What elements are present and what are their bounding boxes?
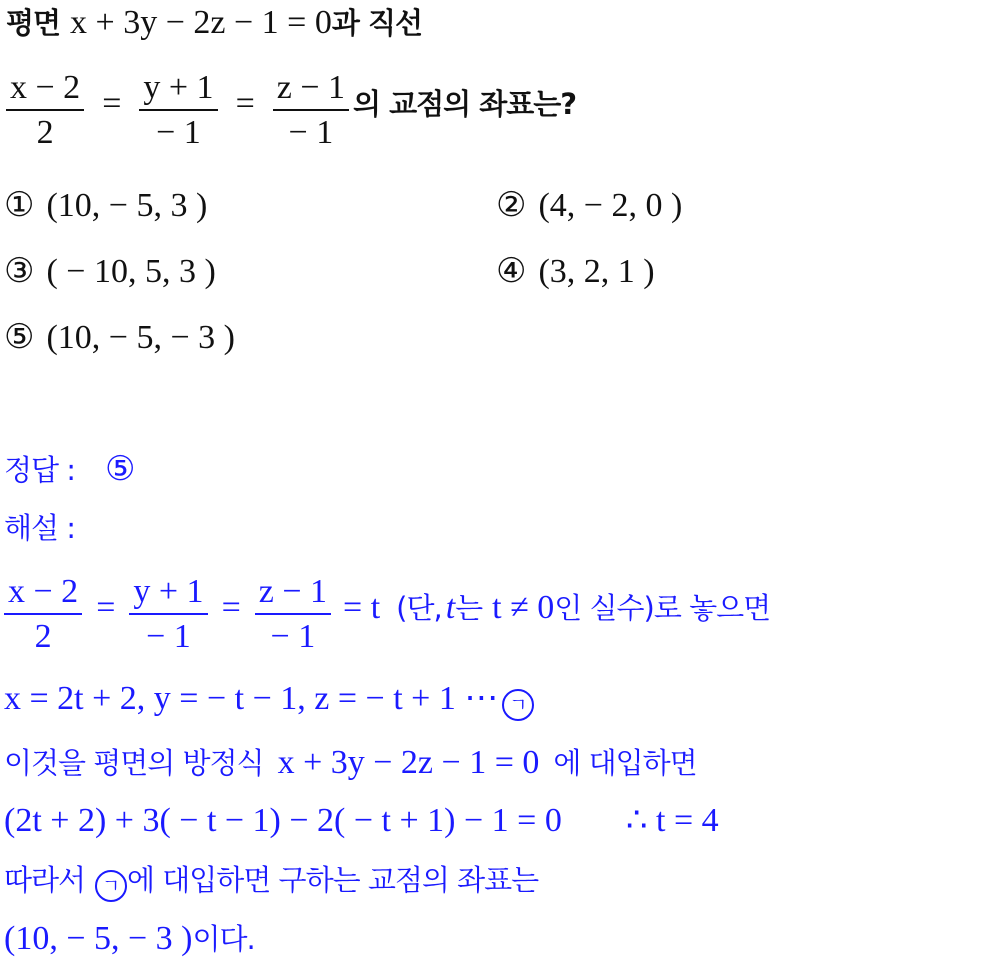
choice-value: (3, 2, 1 ) <box>538 253 655 290</box>
equals-sign: = <box>221 588 241 626</box>
parametric-equations: x = 2t + 2, y = − t − 1, z = − t + 1 ⋯ <box>4 680 499 717</box>
explanation-label-line <box>4 511 76 545</box>
equals-t: = t <box>343 588 381 626</box>
choice-value: (4, − 2, 0 ) <box>538 187 683 224</box>
plane-equation-restated: x + 3y − 2z − 1 = 0 <box>277 744 540 781</box>
conclusion-text-2: 에 대입하면 구하는 교점의 좌표는 <box>127 863 539 897</box>
final-text: 이다. <box>192 922 255 956</box>
fraction-denominator: − 1 <box>146 618 191 656</box>
equals-sign: = <box>235 84 255 122</box>
parameter-fraction-x <box>4 572 82 656</box>
fraction-numerator: z − 1 <box>276 69 346 106</box>
fraction-bar <box>255 613 331 615</box>
choice-marker: ③ <box>4 251 35 291</box>
fraction-numerator: y + 1 <box>133 573 204 610</box>
choice-marker: ① <box>4 185 35 225</box>
label-giyeok-marker: ㄱ <box>95 870 127 902</box>
choice-2[interactable] <box>496 185 683 225</box>
question-suffix-2: 의 교점의 좌표는? <box>353 86 577 121</box>
line-fraction-y <box>139 68 217 152</box>
choice-3[interactable] <box>4 251 216 291</box>
fraction-numerator: x − 2 <box>10 69 81 106</box>
fraction-bar <box>139 109 217 111</box>
substitute-text: 이것을 평면의 방정식 <box>4 746 264 780</box>
condition-particle: 는 <box>455 590 483 625</box>
line-fraction-z <box>273 68 349 152</box>
choice-value: ( − 10, 5, 3 ) <box>46 253 216 290</box>
choice-5[interactable] <box>4 317 235 357</box>
label-giyeok-marker: ㄱ <box>502 689 534 721</box>
fraction-bar <box>273 109 349 111</box>
equals-sign: = <box>96 588 116 626</box>
choice-4[interactable] <box>496 251 655 291</box>
fraction-denominator: − 1 <box>288 114 334 152</box>
condition-close: 인 실수)로 놓으면 <box>554 590 771 625</box>
choice-marker: ② <box>496 185 527 225</box>
condition-math: t ≠ 0 <box>492 588 555 626</box>
choice-marker: ④ <box>496 251 527 291</box>
explanation-line-4 <box>4 804 719 838</box>
explanation-label: 해설 : <box>4 511 76 545</box>
explanation-line-2 <box>4 682 534 721</box>
question-line-1 <box>6 6 422 40</box>
answer-label: 정답 : <box>4 453 76 487</box>
fraction-numerator: z − 1 <box>258 573 328 610</box>
parameter-fraction-z <box>255 572 331 656</box>
question-line-2 <box>6 68 576 152</box>
equals-sign: = <box>102 84 122 122</box>
parameter-fraction-y <box>129 572 207 656</box>
fraction-numerator: y + 1 <box>143 69 214 106</box>
answer-line <box>4 449 136 489</box>
question-prefix: 평면 <box>6 6 61 40</box>
fraction-denominator: 2 <box>34 618 52 656</box>
choice-value: (10, − 5, 3 ) <box>46 187 208 224</box>
therefore-result: ∴ t = 4 <box>625 802 719 839</box>
plane-equation: x + 3y − 2z − 1 = 0 <box>70 4 332 41</box>
substitute-text-2: 에 대입하면 <box>553 746 697 780</box>
explanation-line-6 <box>4 922 255 956</box>
explanation-line-5 <box>4 863 539 902</box>
condition-open: (단, <box>396 590 442 625</box>
explanation-line-1 <box>4 572 770 656</box>
fraction-denominator: − 1 <box>156 114 201 152</box>
substitution-equation: (2t + 2) + 3( − t − 1) − 2( − t + 1) − 1 = 0 <box>4 802 562 839</box>
question-suffix: 과 직선 <box>331 6 422 40</box>
conclusion-text: 따라서 <box>4 863 86 897</box>
fraction-bar <box>6 109 84 111</box>
variable-t: t <box>445 588 456 626</box>
final-coordinates: (10, − 5, − 3 ) <box>4 920 193 957</box>
choice-marker: ⑤ <box>4 317 35 357</box>
fraction-bar <box>4 613 82 615</box>
answer-value: ⑤ <box>105 449 136 489</box>
fraction-denominator: − 1 <box>270 618 316 656</box>
line-fraction-x <box>6 68 84 152</box>
explanation-line-3 <box>4 746 697 780</box>
choice-value: (10, − 5, − 3 ) <box>46 319 235 356</box>
fraction-bar <box>129 613 207 615</box>
fraction-denominator: 2 <box>36 114 54 152</box>
choice-1[interactable] <box>4 185 208 225</box>
fraction-numerator: x − 2 <box>8 573 79 610</box>
